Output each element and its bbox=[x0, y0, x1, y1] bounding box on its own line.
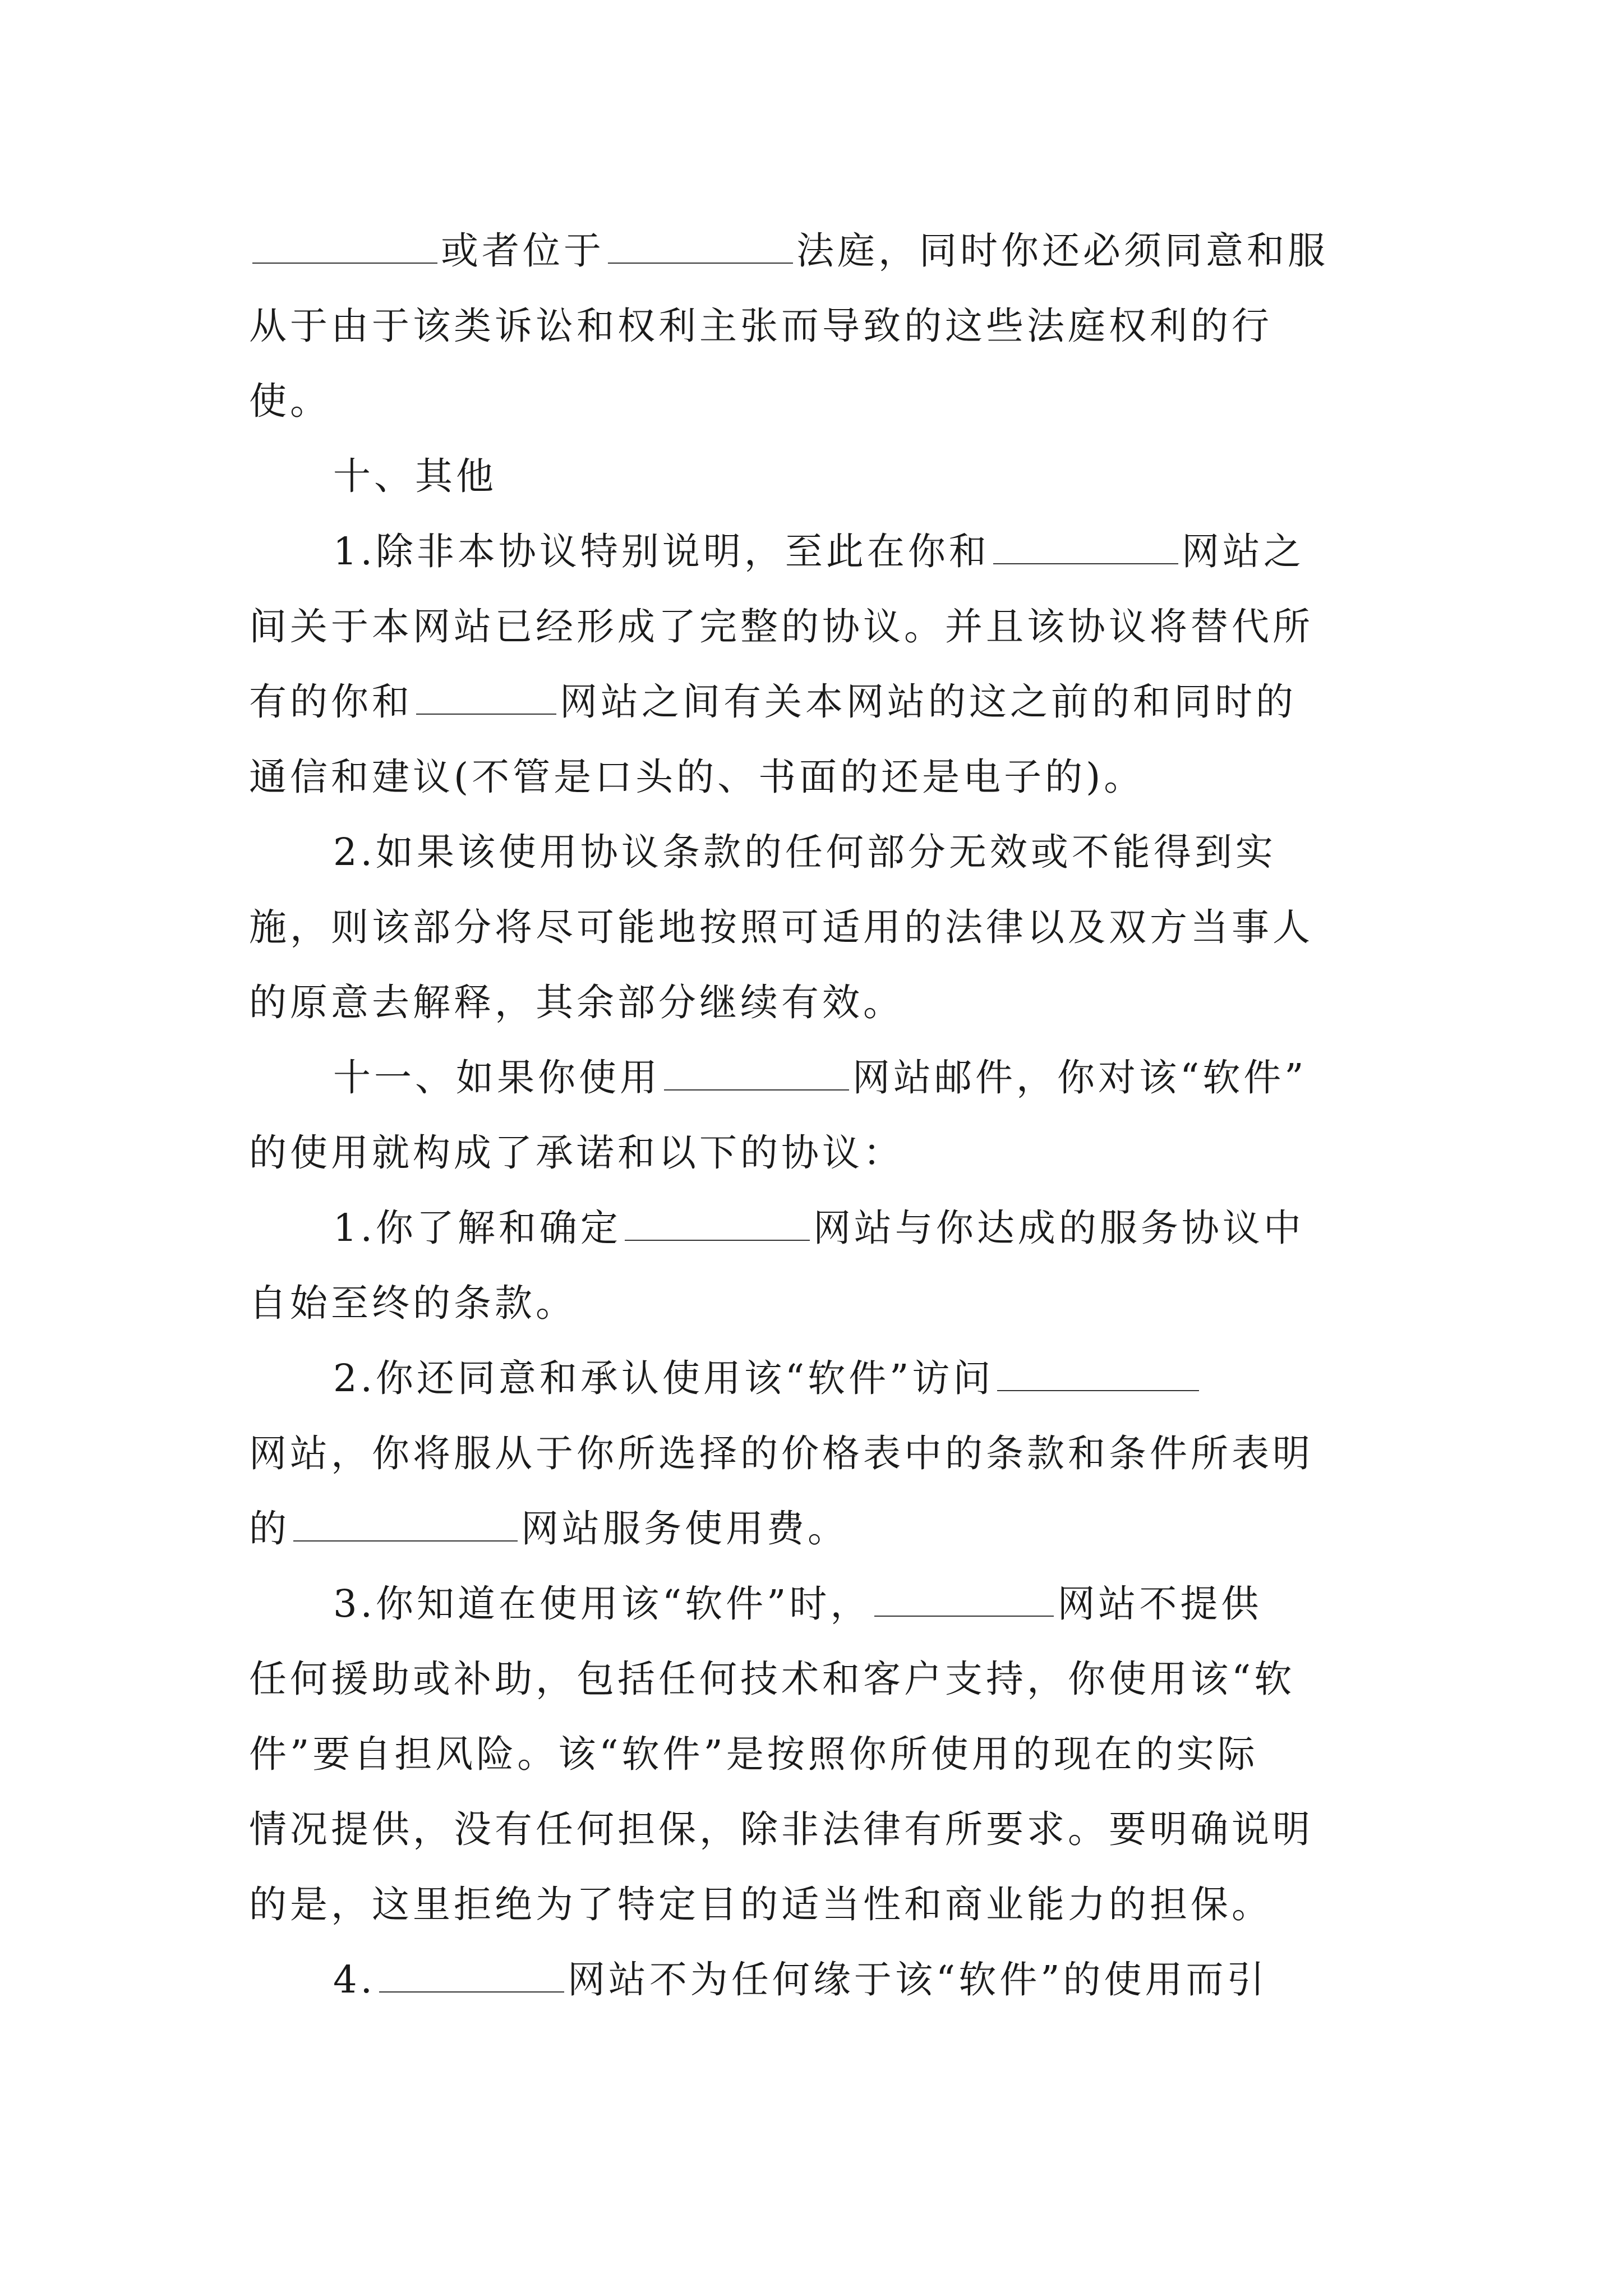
text-line bbox=[249, 664, 1377, 739]
fill-in-blank bbox=[416, 680, 556, 715]
text-run: 网站之间有关本网站的这之前的和同时的 bbox=[560, 680, 1297, 724]
section-heading: 十、其他 bbox=[333, 454, 497, 498]
fill-in-blank bbox=[874, 1582, 1054, 1617]
text-run: 网站不为任何缘于该“软件”的使用而引 bbox=[567, 1958, 1268, 2001]
text-run: 1.你了解和确定 bbox=[333, 1206, 621, 1250]
text-run: 或者位于 bbox=[441, 229, 605, 273]
text-line bbox=[249, 1190, 1377, 1266]
fill-in-blank bbox=[252, 229, 437, 264]
fill-in-blank bbox=[625, 1206, 810, 1241]
text-run: 有的你和 bbox=[249, 680, 413, 724]
text-line: 任何援助或补助，包括任何技术和客户支持，你使用该“软 bbox=[249, 1657, 1295, 1701]
text-line: 的原意去解释，其余部分继续有效。 bbox=[249, 981, 904, 1024]
fill-in-blank bbox=[608, 229, 793, 264]
text-run: 网站服务使用费。 bbox=[521, 1507, 849, 1550]
text-run: 网站与你达成的服务协议中 bbox=[813, 1206, 1304, 1250]
text-run: 十一、如果你使用 bbox=[333, 1056, 661, 1099]
text-line: 的使用就构成了承诺和以下的协议： bbox=[249, 1131, 904, 1175]
text-line: 网站，你将服从于你所选择的价格表中的条款和条件所表明 bbox=[249, 1432, 1313, 1475]
fill-in-blank bbox=[993, 530, 1178, 564]
text-line bbox=[249, 1040, 1377, 1115]
text-line: 件”要自担风险。该“软件”是按照你所使用的现在的实际 bbox=[249, 1732, 1258, 1776]
text-line bbox=[249, 1942, 1377, 2017]
text-line bbox=[249, 1341, 1377, 1416]
text-line bbox=[249, 1566, 1377, 1641]
text-run: 法庭，同时你还必须同意和服 bbox=[796, 229, 1329, 273]
text-line: 从于由于该类诉讼和权利主张而导致的这些法庭权利的行 bbox=[249, 304, 1272, 348]
document-body bbox=[249, 213, 1377, 2017]
text-line: 自始至终的条款。 bbox=[249, 1281, 577, 1325]
text-line: 通信和建议(不管是口头的、书面的还是电子的)。 bbox=[249, 755, 1145, 799]
text-run: 3.你知道在使用该“软件”时， bbox=[333, 1582, 872, 1626]
fill-in-blank bbox=[997, 1356, 1199, 1391]
fill-in-blank bbox=[293, 1507, 518, 1542]
text-run: 网站邮件，你对该“软件” bbox=[852, 1056, 1307, 1099]
text-line: 的是，这里拒绝为了特定目的适当性和商业能力的担保。 bbox=[249, 1883, 1272, 1926]
text-run: 4. bbox=[333, 1958, 376, 2001]
text-line: 2.如果该使用协议条款的任何部分无效或不能得到实 bbox=[333, 830, 1276, 874]
text-line bbox=[249, 514, 1377, 589]
text-line: 情况提供，没有任何担保，除非法律有所要求。要明确说明 bbox=[249, 1807, 1313, 1851]
text-line: 间关于本网站已经形成了完整的协议。并且该协议将替代所 bbox=[249, 605, 1313, 648]
text-run: 1.除非本协议特别说明，至此在你和 bbox=[333, 530, 990, 573]
text-line: 施，则该部分将尽可能地按照可适用的法律以及双方当事人 bbox=[249, 905, 1313, 949]
text-run: 网站不提供 bbox=[1057, 1582, 1262, 1626]
text-run: 的 bbox=[249, 1507, 290, 1550]
text-run: 2.你还同意和承认使用该“软件”访问 bbox=[333, 1356, 994, 1400]
fill-in-blank bbox=[664, 1056, 849, 1091]
text-line bbox=[249, 213, 1377, 288]
text-run: 网站之 bbox=[1181, 530, 1304, 573]
text-line bbox=[249, 1491, 1377, 1566]
text-line: 使。 bbox=[249, 379, 331, 423]
fill-in-blank bbox=[379, 1958, 564, 1993]
